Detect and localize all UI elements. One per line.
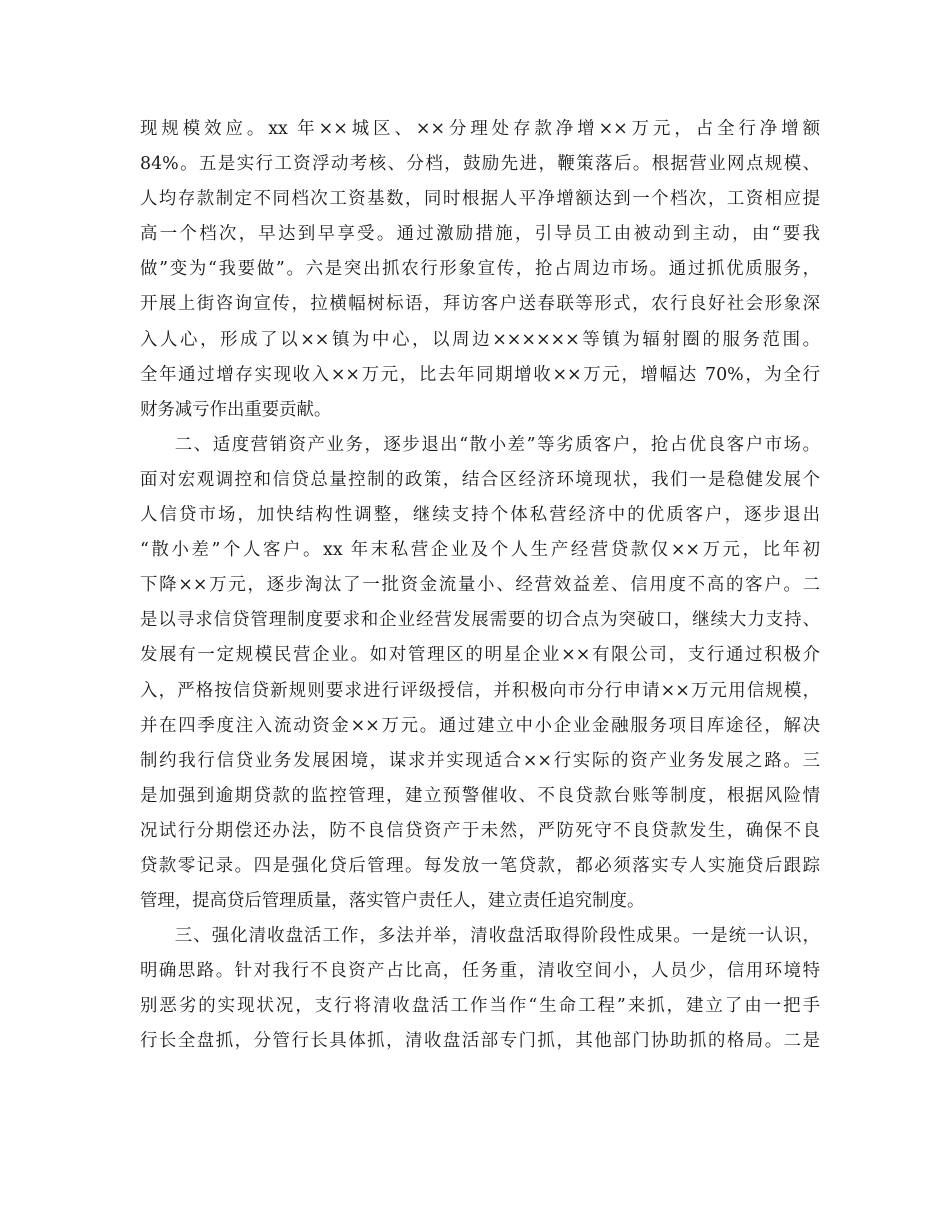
paragraph-3 bbox=[140, 919, 820, 1059]
text-line: 况试行分期偿还办法，防不良信贷资产于未然，严防死守不良贷款发生，确保不良 bbox=[140, 820, 820, 841]
text-line: 明确思路。针对我行不良资产占比高，任务重，清收空间小，人员少，信用环境特 bbox=[140, 961, 820, 982]
text-line: 是以寻求信贷管理制度要求和企业经营发展需要的切合点为突破口，继续大力支持、 bbox=[140, 610, 820, 631]
text-line: 财务减亏作出重要贡献。 bbox=[140, 399, 332, 420]
text-line: 管理，提高贷后管理质量，落实管户责任人，建立责任追究制度。 bbox=[140, 891, 645, 912]
text-line: 并在四季度注入流动资金××万元。通过建立中小企业金融服务项目库途径，解决 bbox=[140, 715, 820, 736]
text-line: 面对宏观调控和信贷总量控制的政策，结合区经济环境现状，我们一是稳健发展个 bbox=[140, 469, 820, 490]
text-line: 全年通过增存实现收入××万元，比去年同期增收××万元，增幅达 70%，为全行 bbox=[140, 364, 820, 385]
text-line: 行长全盘抓，分管行长具体抓，清收盘活部专门抓，其他部门协助抓的格局。二是 bbox=[140, 1031, 820, 1052]
paragraph-1 bbox=[140, 112, 820, 428]
text-line: 人信贷市场，加快结构性调整，继续支持个体私营经济中的优质客户，逐步退出 bbox=[140, 505, 820, 526]
text-line: 别恶劣的实现状况，支行将清收盘活工作当作“生命工程”来抓，建立了由一把手 bbox=[140, 996, 820, 1017]
text-line: 入人心，形成了以××镇为中心，以周边××××××等镇为辐射圈的服务范围。 bbox=[140, 329, 820, 350]
text-line: 人均存款制定不同档次工资基数，同时根据人平净增额达到一个档次，工资相应提 bbox=[140, 189, 820, 210]
text-line: “散小差”个人客户。xx 年末私营企业及个人生产经营贷款仅××万元，比年初 bbox=[140, 540, 820, 561]
text-line: 制约我行信贷业务发展困境，谋求并实现适合××行实际的资产业务发展之路。三 bbox=[140, 750, 820, 771]
text-line: 二、适度营销资产业务，逐步退出“散小差”等劣质客户，抢占优良客户市场。 bbox=[174, 434, 820, 455]
document-body bbox=[140, 112, 820, 1060]
text-line: 下降××万元，逐步淘汰了一批资金流量小、经营效益差、信用度不高的客户。二 bbox=[140, 575, 820, 596]
text-line: 84%。五是实行工资浮动考核、分档，鼓励先进，鞭策落后。根据营业网点规模、 bbox=[140, 154, 820, 175]
text-line: 做”变为“我要做”。六是突出抓农行形象宣传，抢占周边市场。通过抓优质服务， bbox=[140, 259, 820, 280]
text-line: 贷款零记录。四是强化贷后管理。每发放一笔贷款，都必须落实专人实施贷后跟踪 bbox=[140, 855, 820, 876]
text-line: 是加强到逾期贷款的监控管理，建立预警催收、不良贷款台账等制度，根据风险情 bbox=[140, 785, 820, 806]
text-line: 发展有一定规模民营企业。如对管理区的明星企业××有限公司，支行通过积极介 bbox=[140, 645, 820, 666]
text-line: 高一个档次，早达到早享受。通过激励措施，引导员工由被动到主动，由“要我 bbox=[140, 224, 820, 245]
text-line: 三、强化清收盘活工作，多法并举，清收盘活取得阶段性成果。一是统一认识， bbox=[174, 926, 820, 947]
text-line: 开展上街咨询宣传，拉横幅树标语，拜访客户送春联等形式，农行良好社会形象深 bbox=[140, 294, 820, 315]
text-line: 入，严格按信贷新规则要求进行评级授信，并积极向市分行申请××万元用信规模， bbox=[140, 680, 820, 701]
text-line: 现规模效应。xx 年××城区、××分理处存款净增××万元，占全行净增额 bbox=[140, 119, 820, 139]
paragraph-2 bbox=[140, 428, 820, 919]
